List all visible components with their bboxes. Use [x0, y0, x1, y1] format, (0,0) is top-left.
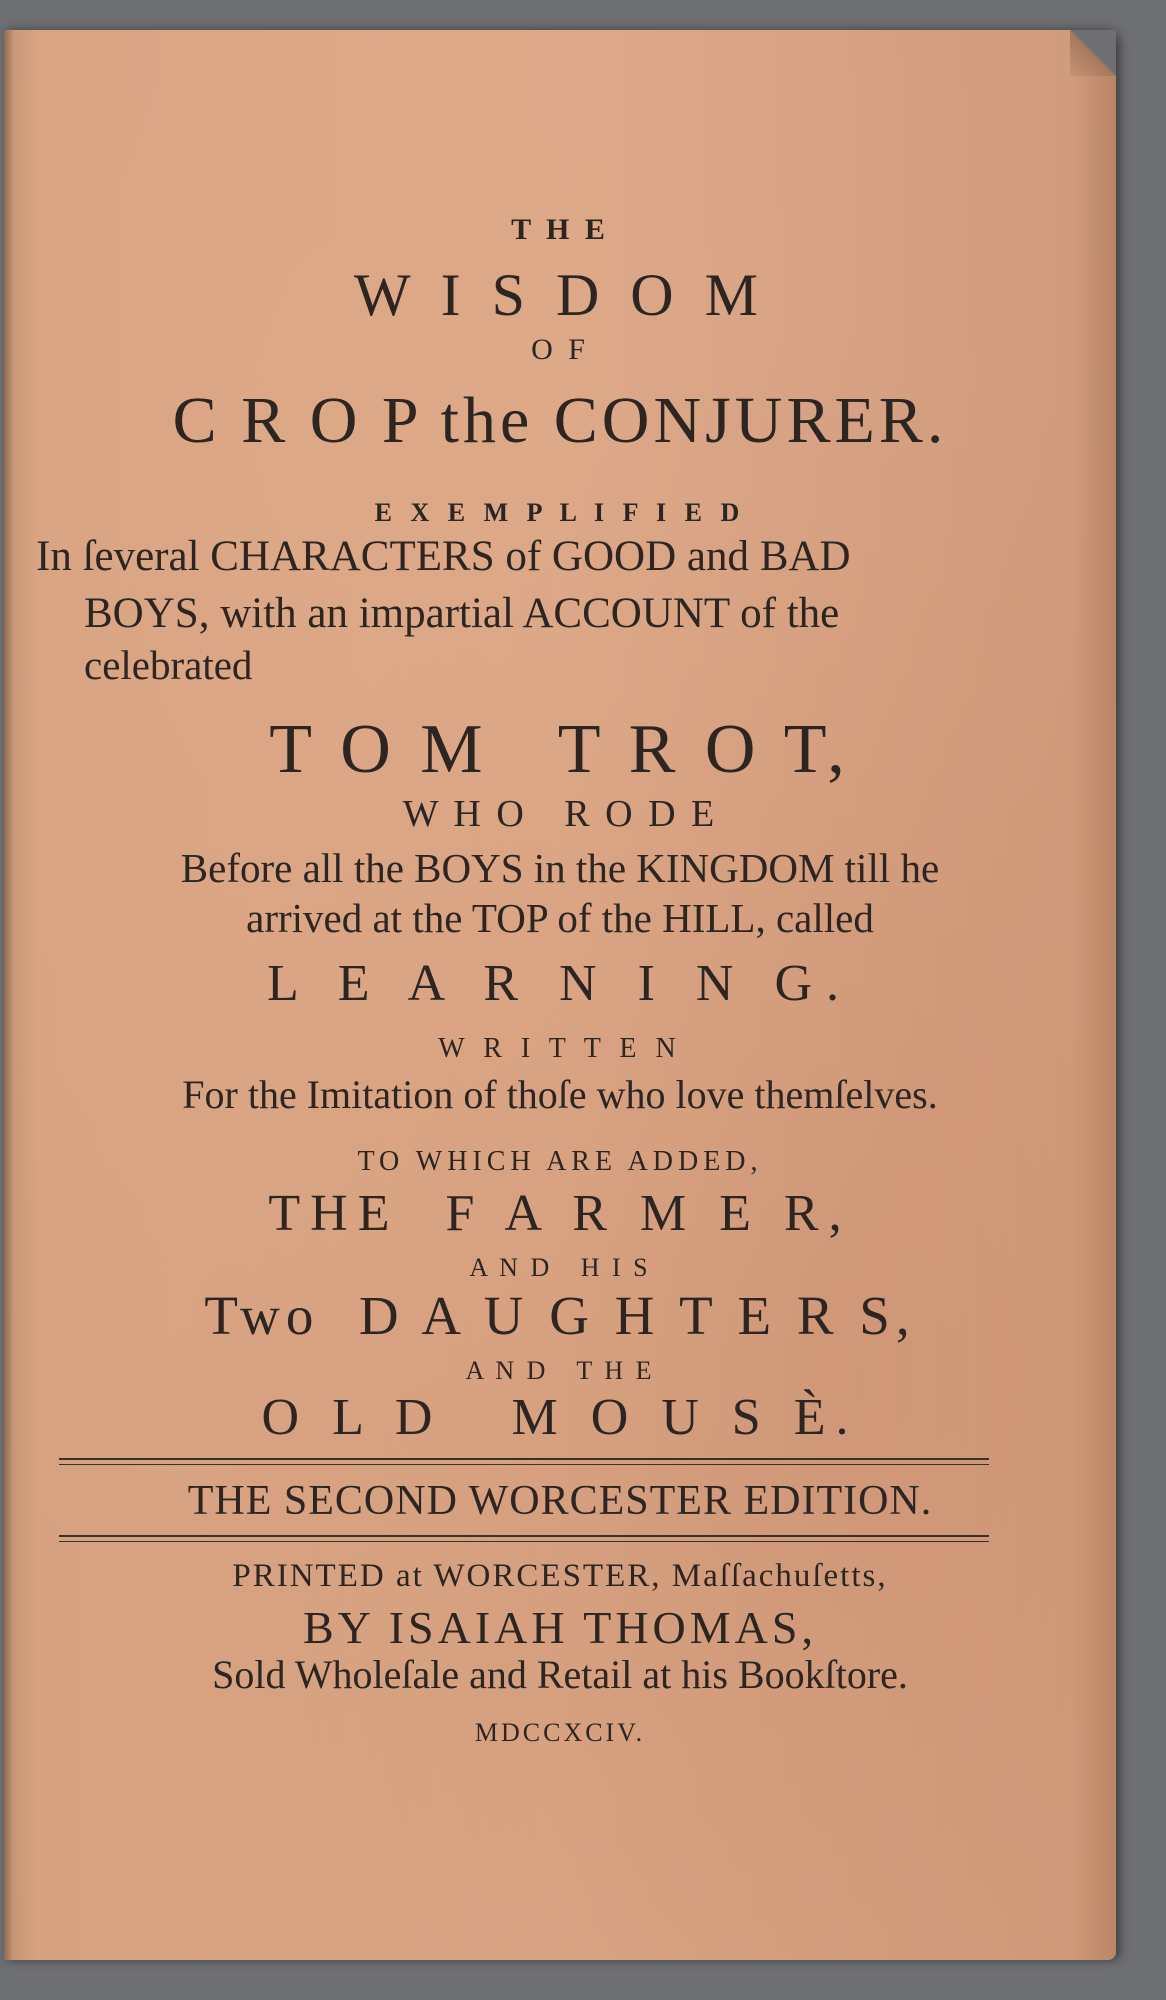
line-by-isaiah-thomas: BY ISAIAH THOMAS, [303, 1602, 817, 1653]
worn-corner [1070, 30, 1116, 76]
rule-top [59, 1458, 989, 1460]
title-page [4, 30, 1116, 1960]
line-wisdom: W I S D O M [354, 262, 766, 328]
line-who-rode: W H O R O D E [402, 793, 718, 835]
line-crop-the-conjurer: C R O P the CONJURER. [172, 384, 948, 457]
line-boys-impartial: BOYS, with an impartial ACCOUNT of the [84, 590, 840, 637]
line-tom-trot: T O M T R O T, [269, 711, 851, 788]
line-written: W R I T T E N [438, 1033, 682, 1064]
line-and-the: A N D T H E [465, 1356, 655, 1385]
rule-bottom [59, 1535, 989, 1537]
line-printed-at: PRINTED at WORCESTER, Maſſachuſetts, [232, 1558, 888, 1594]
line-celebrated: celebrated [84, 642, 253, 688]
line-edition: THE SECOND WORCESTER EDITION. [187, 1478, 933, 1524]
line-the: T H E [511, 213, 609, 246]
line-learning: L E A R N I N G. [266, 955, 854, 1012]
rule-bottom-2 [59, 1541, 989, 1542]
line-and-his: A N D H I S [469, 1253, 651, 1282]
rule-top-2 [59, 1464, 989, 1465]
line-before-all: Before all the BOYS in the KINGDOM till he [180, 845, 940, 891]
line-year: MDCCXCIV. [474, 1718, 646, 1747]
line-arrived: arrived at the TOP of the HILL, called [246, 895, 874, 941]
line-the-farmer: THE F A R M E R, [268, 1185, 852, 1242]
line-to-which-added: TO WHICH ARE ADDED, [357, 1146, 763, 1177]
line-sold-wholesale: Sold Wholeſale and Retail at his Bookſtore. [212, 1652, 908, 1697]
line-several-characters: In ſeveral CHARACTERS of GOOD and BAD [36, 533, 851, 580]
line-of: O F [531, 333, 589, 366]
line-exemplified: E X E M P L I F I E D [374, 498, 746, 527]
line-old-mouse: O L D M O U S È. [261, 1389, 859, 1446]
line-imitation: For the Imitation of thoſe who love themſelves. [182, 1072, 938, 1117]
line-two-daughters: Two D A U G H T E R S, [204, 1285, 916, 1346]
